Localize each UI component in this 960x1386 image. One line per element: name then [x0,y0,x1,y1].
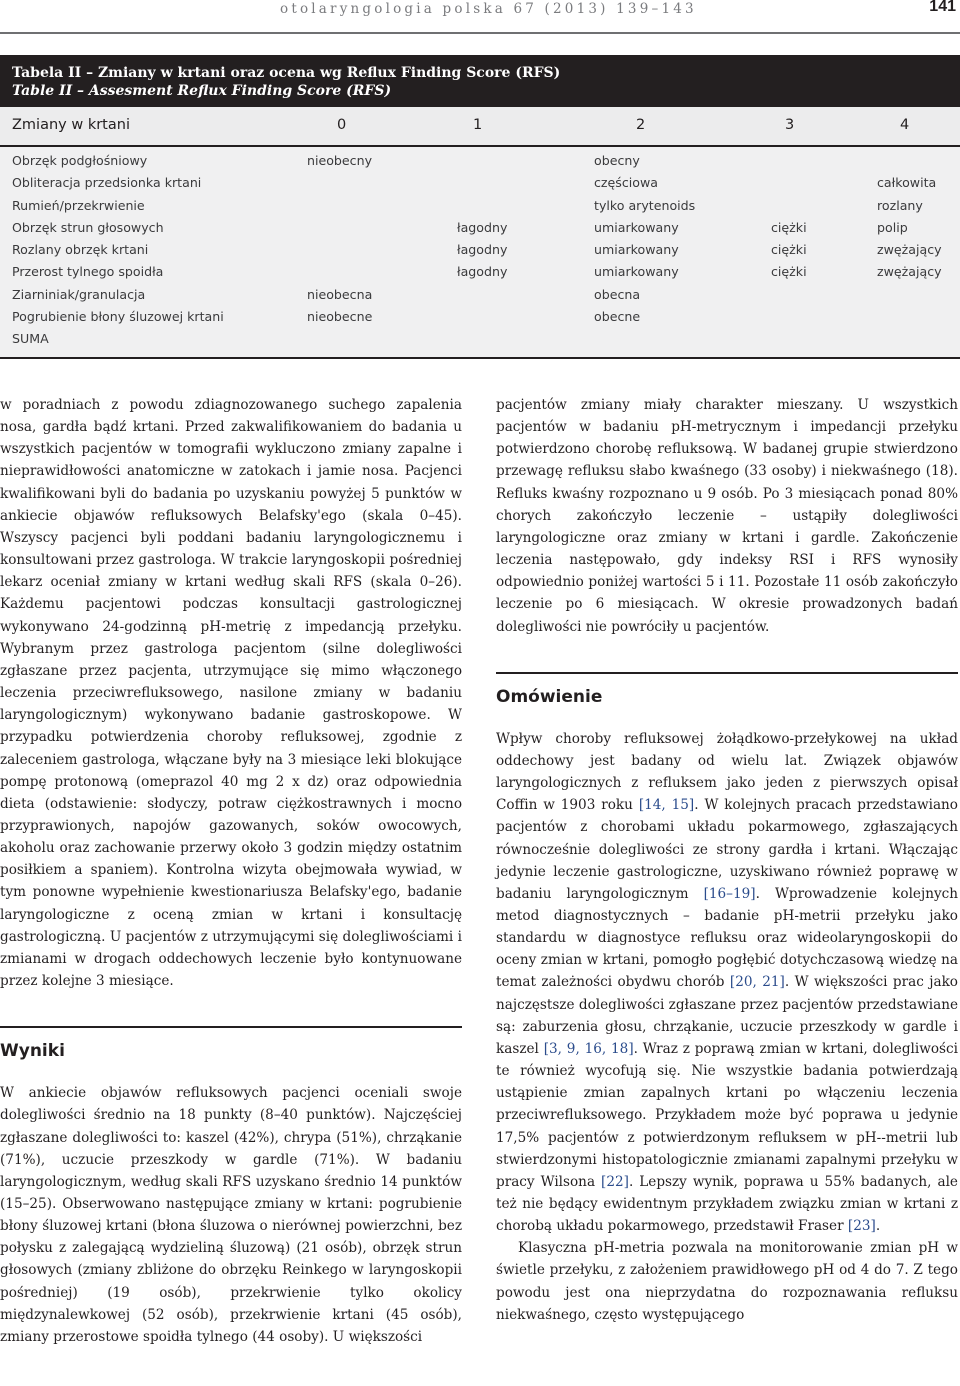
discussion-text: . Wraz z poprawą zmian w krtani, dolegliwości te również wycofują się. Nie wszystkie badania potwierdzają ustąpienie zmian zapalnych krtani po włączeniu leczenia przeciwrefluksowego. Przykładem może być poprawa u jedynie 17,5% pacjentów z potwierdzonym refluksem w pH--metrii lub stwierdzonymi histopatologicznie zmianami zapalnymi przełyku w pracy Wilsona [496,1040,958,1190]
column-header-3: 3 [785,117,795,133]
section-title-results: Wyniki [0,1041,65,1062]
cell-score-4: zwężający [877,264,942,280]
reference-link[interactable]: [16–19] [703,885,756,902]
reference-link[interactable]: [14, 15] [638,797,695,814]
methods-paragraph: w poradniach z powodu zdiagnozowanego suchego zapalenia nosa, gardła bądź krtani. Przed zakwalifikowaniem do badania u wszystkich pacjentów w tomografii wykluczono zmiany zapalne i nieprawidłowości anatomiczne w zatokach i jamie nosa. Pacjenci kwalifikowani byli do badania po uzyskaniu powyżej 5 punktów w ankiecie objawów refluksowych Belafsky'ego (skala 0–45). Wszyscy pacjenci byli poddani badaniu laryngologicznemu i konsultowani przez gastrologa. W trakcie laryngoskopii pośredniej lekarz oceniał zmiany w krtani według skali RFS (skala 0–26). Każdemu pacjentowi podczas konsultacji gastrologicznej wykonywano 24-godzinną pH-metrię z impedancją przełyku. Wybranym przez gastrologa pacjentom (silne dolegliwości zgłaszane przez pacjenta, utrzymujące się mimo włączonego leczenia przeciwrefluksowego, nasilone zmiany w badaniu laryngologicznym) wykonywano badanie gastroskopowe. W przypadku potwierdzenia choroby refluksowej, zgodnie z zaleceniem gastrologa, włączane były na 3 miesiące leki blokujące pompę protonową (omeprazol 40 mg 2 x dz) oraz odpowiednia dieta (odstawienie: słodyczy, potraw ciężkostrawnych i mocno przyprawionych, napojów gazowanych, soków owocowych, akoholu oraz zachowanie przerwy około 3 godzin między ostatnim posiłkiem a spaniem). Kontrolna wizyta obejmowała wywiad, w tym ponowne wypełnienie kwestionariusza Belafsky'ego, badanie laryngologiczne z oceną zmian w krtani i konsultację gastrologiczną. U pacjentów z utrzymującymi się dolegliwościami i zmianami w drogach oddechowych leczenie było kontynuowane przez kolejne 3 miesiące. [0,397,462,990]
cell-score-2: tylko arytenoids [594,197,696,213]
cell-score-3: ciężki [771,242,807,258]
reference-link[interactable]: [3, 9, 16, 18] [543,1040,634,1057]
table-rfs [0,55,960,359]
table-caption [0,55,960,107]
row-label: Obrzęk strun głosowych [12,219,164,235]
row-label: Obrzęk podgłośniowy [12,153,148,168]
cell-score-2: obecna [594,286,641,302]
cell-score-2: obecne [594,309,641,325]
cell-score-2: umiarkowany [594,242,679,258]
reference-link[interactable]: [22] [601,1173,629,1190]
cell-score-2: obecny [594,153,640,168]
column-header-changes: Zmiany w krtani [12,117,130,133]
row-label: SUMA [12,331,49,347]
discussion-text: Wpływ choroby refluksowej żołądkowo-przełykowej na układ oddechowy jest badany od wielu lat. Związek objawów laryngologicznych z refluksem jako jeden z pierwszych opisał Coffin w 1903 roku [496,730,958,814]
journal-citation: otolaryngologia polska 67 (2013) 139–143 [280,1,697,17]
cell-score-1: łagodny [457,242,508,258]
row-label: Rumień/przekrwienie [12,197,145,213]
discussion-paragraph-2: Klasyczna pH-metria pozwala na monitorowanie zmian pH w świetle przełyku, z założeniem prawidłowego pH od 4 do 7. Z tego powodu jest ona nieprzydatna do rozpoznawania refluksu niekwaśnego, często występującego [496,1240,958,1323]
column-header-2: 2 [636,117,646,133]
discussion-text: . W większości prac jako najczęstsze dolegliwości zgłaszane przez pacjentów przedstawiane są: zaburzenia głosu, chrząkanie, uczucie przeszkody w gardle i kaszel [496,974,958,1057]
discussion-paragraph [496,728,958,1238]
row-label: Ziarniniak/granulacja [12,286,146,302]
row-label: Pogrubienie błony śluzowej krtani [12,309,224,325]
left-column [0,394,462,1348]
column-header-4: 4 [900,117,910,133]
discussion-text: . [875,1218,881,1235]
results-paragraph: W ankiecie objawów refluksowych pacjenci oceniali swoje dolegliwości średnio na 18 punkty (8–40 punktów). Najczęściej zgłaszane dolegliwości to: kaszel (42%), chrypa (51%), chrząkanie (71%), uczucie przeszkody w gardle (71%). W badaniu laryngologicznym, według skali RFS uzyskano średnio 14 punktów (15–25). Obserwowano następujące zmiany w krtani: pogrubienie błony śluzowej krtani (błona śluzowa o nierównej powierzchni, bez połysku z zalegającą wydzieliną śluzową) (21 osób), obrzęk strun głosowych (zmiany zbliżone do obrzęku Reinkego w laryngoskopii pośredniej) (19 osób), przekrwienie tylko okolicy międzynalewkowej (52 osób), przekrwienie krtani (45 osób), zmiany przerostowe spoidła tylnego (44 osoby). U większości [0,1085,462,1345]
table-row [0,306,960,328]
header-rule [0,32,960,34]
table-caption-pl: Tabela II – Zmiany w krtani oraz ocena wg Reflux Finding Score (RFS) [12,65,561,81]
column-header-0: 0 [337,117,347,133]
cell-score-0: nieobecne [307,309,373,325]
right-column [496,394,958,1326]
row-label: Przerost tylnego spoidła [12,264,164,280]
section-title-discussion: Omówienie [496,686,603,707]
table-row [0,261,960,283]
cell-score-1: łagodny [457,264,508,280]
section-discussion [496,672,958,708]
column-header-1: 1 [473,117,483,133]
results-continued-paragraph: pacjentów zmiany miały charakter mieszany. U wszystkich pacjentów w badaniu pH-metrycznym i impedancji przełyku potwierdzono chorobę refluksową. W badanej grupie stwierdzono przewagę refluksu słabo kwaśnego (33 osoby) i niekwaśnego (18). Refluks kwaśny rozpoznano u 9 osób. Po 3 miesiącach ponad 80% chorych zakończyło leczenie – ustąpiły dolegliwości laryngologiczne oraz zmiany w krtani i gardle. Zakończenie leczenia następowało, gdy indeksy RSI i RFS wynosiły odpowiednio poniżej wartości 5 i 11. Pozostałe 11 osób zakończyło leczenie po 6 miesiącach. W okresie prowadzonych badań dolegliwości nie powróciły u pacjentów. [496,397,958,635]
table-row [0,284,960,306]
page-number: 141 [929,0,956,15]
section-results [0,1026,462,1062]
cell-score-0: nieobecny [307,153,373,168]
row-label: Obliteracja przedsionka krtani [12,175,202,191]
cell-score-2: częściowa [594,175,658,191]
running-head [0,0,960,22]
table-caption-en: Table II – Assesment Reflux Finding Score (RFS) [12,83,392,99]
cell-score-4: rozlany [877,197,923,213]
cell-score-2: umiarkowany [594,219,679,235]
table-row [0,195,960,217]
table-row [0,217,960,239]
table-body [0,147,960,359]
discussion-text: . Lepszy wynik, poprawa u 55% badanych, ale też nie będący ewidentnym przykładem związku zmian w krtani z chorobą układu pokarmowego, przedstawił Fraser [496,1173,958,1235]
reference-link[interactable]: [20, 21] [729,974,785,991]
cell-score-4: zwężający [877,242,942,258]
cell-score-2: umiarkowany [594,264,679,280]
table-row [0,328,960,350]
table-row [0,172,960,194]
cell-score-4: całkowita [877,175,937,191]
discussion-text: . W kolejnych pracach przedstawiano pacjentów z chorobami układu pokarmowego, zgłaszających równocześnie dolegliwości ze strony gardła i krtani. Włączając jedynie leczenie gastrologiczne, uzyskiwano również poprawę w badaniu laryngologicznym [496,797,958,902]
table-header-row [0,107,960,147]
table-row [0,239,960,261]
discussion-text: . Wprowadzenie kolejnych metod diagnostycznych – badanie pH-metrii przełyku jako standardu w diagnostyce refluksu oraz wideolaryngoskopii do oceny zmian w krtani, pomogło pogłębić dotychczasową wiedzę na temat zależności obydwu chorób [496,885,958,991]
table-row [0,150,960,172]
cell-score-3: ciężki [771,264,807,280]
row-label: Rozlany obrzęk krtani [12,242,149,258]
reference-link[interactable]: [23] [847,1218,876,1235]
cell-score-0: nieobecna [307,286,373,302]
cell-score-4: polip [877,219,908,235]
cell-score-1: łagodny [457,219,508,235]
cell-score-3: ciężki [771,219,807,235]
